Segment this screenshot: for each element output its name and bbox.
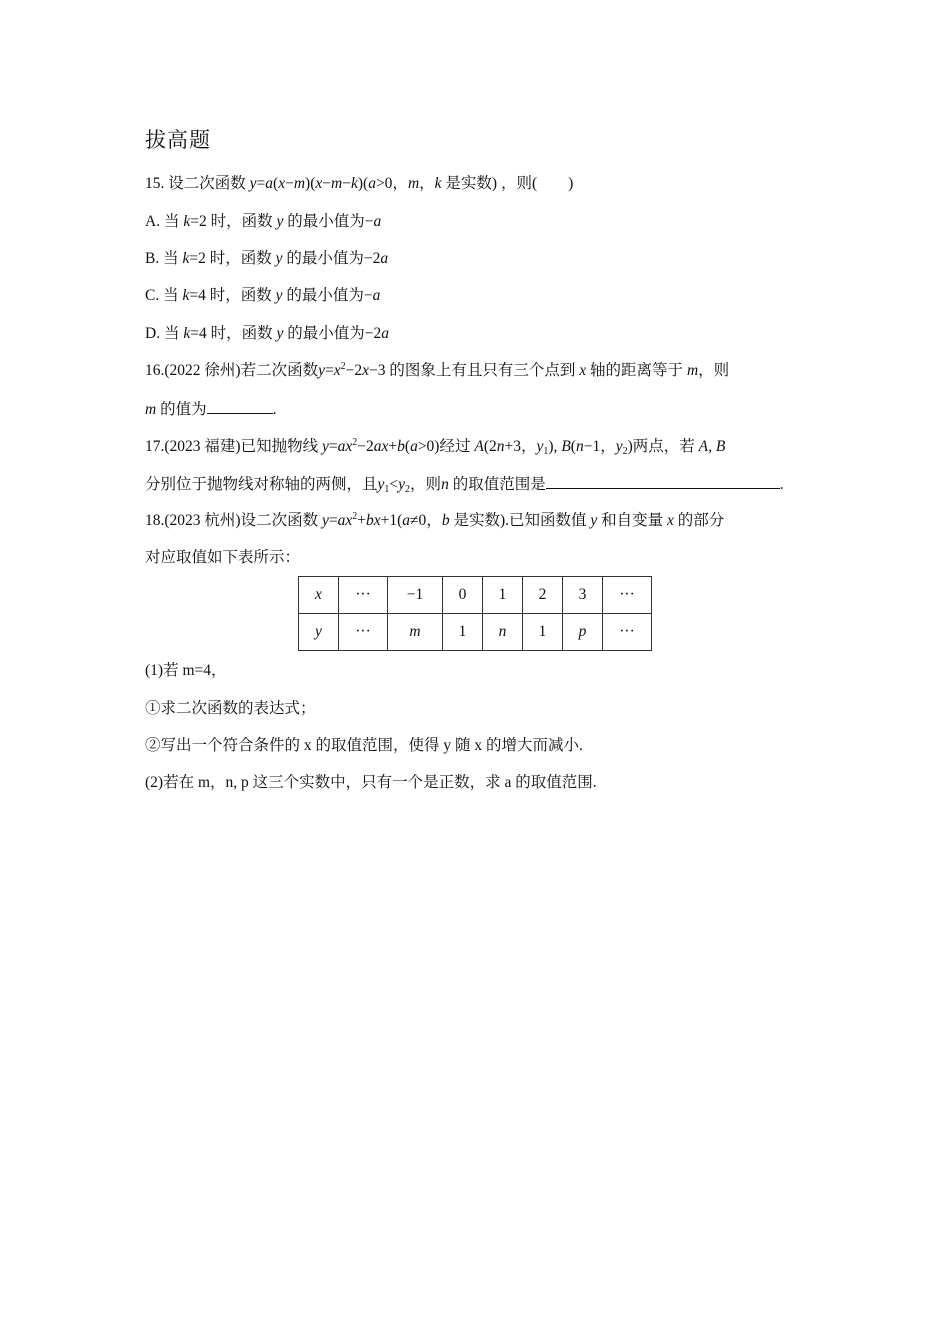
section-title: 拔高题	[145, 128, 211, 152]
question-18-line1: 18.(2023 杭州)设二次函数 $y=ax^2+bx+1(a\ne 0$，b 是实数).已知函数值 y 和自变量 x 的部分	[145, 511, 725, 529]
q18-part1-i: ①求二次函数的表达式；	[145, 700, 316, 717]
answer-blank[interactable]	[207, 399, 273, 414]
question-17-line1: 17.(2023 福建)已知抛物线 $y=ax^2-2ax+b(a>0)$经过 A(2n+3，$y_1$), B(n−1，$y_2$)两点，若 A, B	[145, 437, 726, 457]
table-row: y ··· m 1 n 1 p ···	[299, 614, 652, 651]
question-15-stem: 15. 设二次函数 y=a(x−m)(x−m−k)(a>0，m，k 是实数) ，则( )	[145, 175, 574, 192]
q18-part1: (1)若 m=4，	[145, 662, 227, 679]
q18-part2: (2)若在 m，n, p 这三个实数中，只有一个是正数，求 a 的取值范围.	[145, 774, 597, 791]
question-16-line1: 16.(2022 徐州)若二次函数$y=x^2-2x-3$ 的图象上有且只有三个点到 x 轴的距离等于 m，则	[145, 361, 730, 379]
q18-part1-ii: ②写出一个符合条件的 x 的取值范围，使得 y 随 x 的增大而减小.	[145, 737, 583, 754]
formula: y	[249, 175, 257, 192]
question-number: 15.	[145, 175, 165, 192]
option-c[interactable]: C. 当 k=4 时，函数 y 的最小值为−a	[145, 287, 381, 304]
question-18-line2: 对应取值如下表所示：	[145, 549, 301, 566]
value-table	[298, 576, 652, 651]
option-b[interactable]: B. 当 k=2 时，函数 y 的最小值为−2a	[145, 250, 389, 267]
question-17-line2: 分别位于抛物线对称轴的两侧，且$y_1<y_2$，则n 的取值范围是 .	[145, 476, 784, 495]
option-d[interactable]: D. 当 k=4 时，函数 y 的最小值为−2a	[145, 325, 390, 342]
question-16-line2: m 的值为 .	[145, 401, 277, 418]
option-a[interactable]: A. 当 k=2 时，函数 y 的最小值为−a	[145, 213, 382, 230]
table-row: x ··· −1 0 1 2 3 ···	[299, 577, 652, 614]
answer-blank[interactable]	[546, 474, 780, 489]
